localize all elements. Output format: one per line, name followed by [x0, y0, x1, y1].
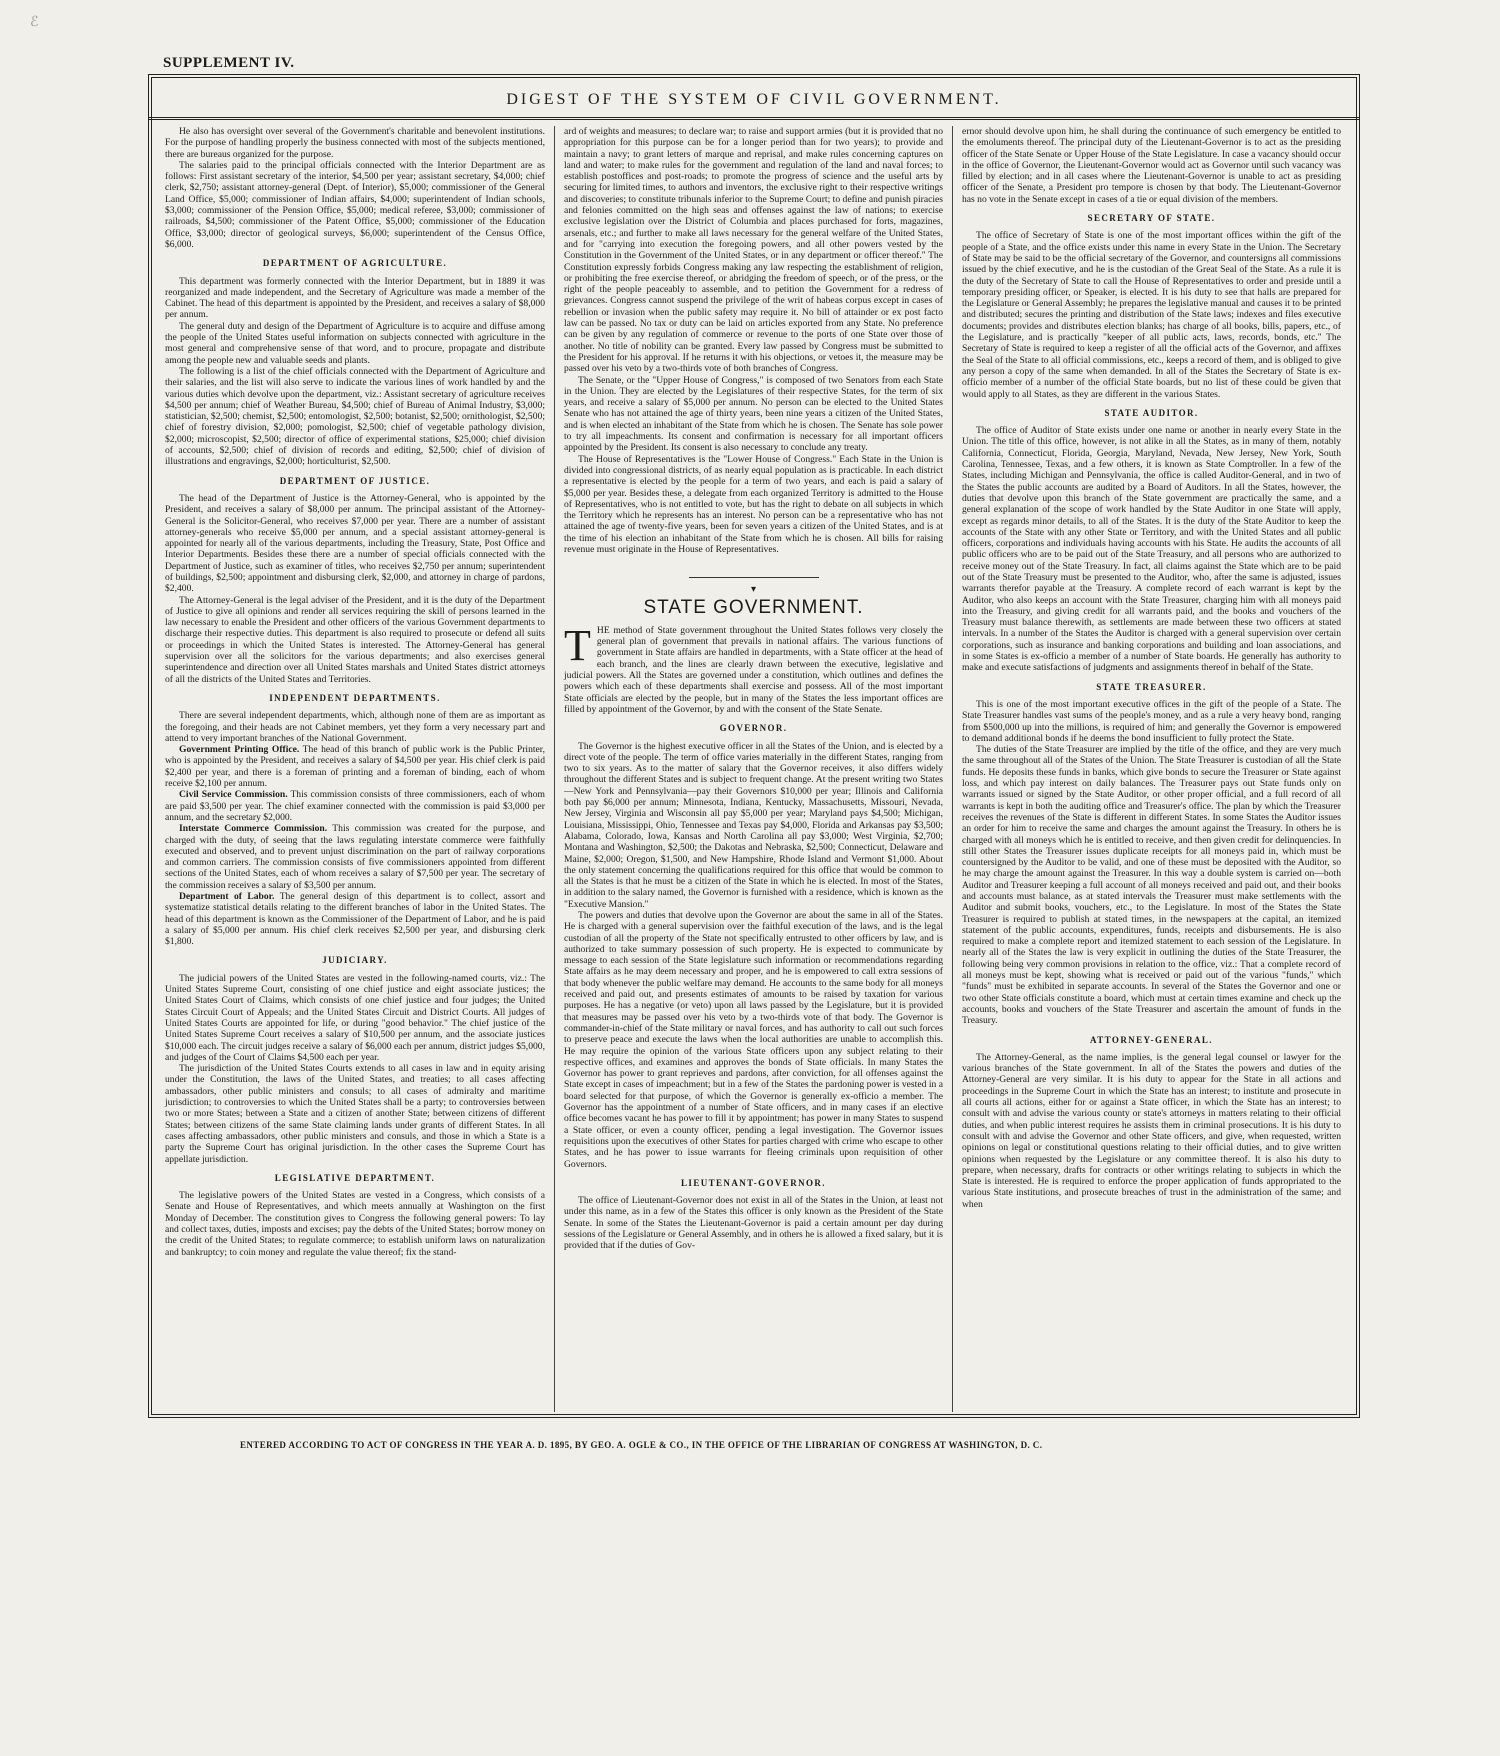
copyright-footer: ENTERED ACCORDING TO ACT OF CONGRESS IN THE YEAR A. D. 1895, BY GEO. A. OGLE & CO., IN THE OFFICE OF THE LIBRARIAN OF CONGRESS AT WASHINGTON, D. C. [240, 1440, 1043, 1450]
paragraph: The duties of the State Treasurer are implied by the title of the office, and they are very much the same throughout all of the States of the Union. The State Treasurer is custodian of all the State funds. He deposits these funds in banks, which give bonds to secure the Treasurer or State against loss, and which pay interest on daily balances. The Treasurer pays out State funds only on warrants issued or signed by the State Auditor, or other proper official, and a full record of all warrants is kept in both the auditing office and Treasurer's office. The plan by which the Treasurer receives the revenues of the State is different in different States. In some States the Auditor issues an order for him to receive the same and charges the amount against the Treasury. In others he is charged with all moneys which he is entitled to receive, and then given credit for delinquencies. In still other States the Treasurer issues duplicate receipts for all moneys paid in, which must be countersigned by the Auditor to be valid, and one of these must be deposited with the Auditor, so he may charge the amount against the Treasurer. In this way a double system is carried on—both Auditor and Treasurer keeping a full account of all moneys received and paid out, and their books and accounts must balance, as at stated intervals the Treasurer must make settlements with the Auditor and submit books, vouchers, etc., to the Legislature. In most of the States the State Treasurer is required to publish at stated times, in the newspapers at the capital, an itemized statement of the public accounts, expenditures, funds, receipts and disbursements. He is also required to make a complete report and itemized statement to each session of the Legislature. In nearly all of the States the law is very explicit in outlining the duties of the State Treasurer, the following being very common provisions in relation to the office, viz.: That a complete record of all moneys must be kept, showing what is received or paid out of the various "funds," which "funds" must be exhibited in separate accounts. In several of the States the Governor and one or two other State officials constitute a board, which must at certain times examine and check up the accounts, books and vouchers of the State Treasurer and ascertain the amount of funds in the Treasury. [962, 744, 1341, 1027]
section-heading: JUDICIARY. [322, 955, 388, 966]
paragraph: This is one of the most important executive offices in the gift of the people of a State. The State Treasurer handles vast sums of the people's money, and as a rule a very heavy bond, ranging from $500,000 up into the millions, is required of him; and generally the Governor is empowered to demand additional bonds if he deems the bond insufficient to fully protect the State. [962, 698, 1341, 744]
drop-cap: T [564, 620, 591, 670]
column-1 [156, 126, 554, 1412]
run-in-heading: Department of Labor. [179, 891, 275, 902]
paragraph: The office of Auditor of State exists under one name or another in nearly every State in the Union. The title of this office, however, is not alike in all the States, as in many of them, notably California, Connecticut, Florida, Georgia, Maryland, Nevada, New Jersey, New York, South Carolina, Tennessee, Texas, and a few others, it is known as State Comptroller. In a few of the States, including Michigan and Pennsylvania, the office is called Auditor-General, and in two of the States the public accounts are audited by a Board of Auditors. In all the States, however, the duties that devolve upon this branch of the State government are practically the same, and a general explanation of the scope of work handled by the State Auditor in one State will apply, except as regards minor details, to all of the States. It is the duty of the State Auditor to keep the accounts of the State with any other State or Territory, and with the United States and all public officers, corporations and individuals having accounts with his State. He audits the accounts of all public officers who are to be paid out of the State Treasury, and all persons who are authorized to receive money out of the State Treasury. In fact, all claims against the State which are to be paid out of the State Treasury must be presented to the Auditor, who, after the same is adjusted, issues warrants therefor payable at the Treasury. A complete record of each warrant is kept by the Auditor, who also keeps an account with the State Treasurer, charging him with all moneys paid into the Treasury, and giving credit for all warrants paid, and the books and vouchers of the Treasury must balance therewith, as settlements are made between these two officers at stated intervals. In a number of the States the Auditor is charged with a general supervision over certain corporations, such as insurance and banking corporations and building and loan associations, and in some States is ex-officio a member of a number of State boards. He generally has authority to make and execute satisfactions of judgments and assignments thereof in behalf of the State. [962, 425, 1341, 674]
section-heading: DEPARTMENT OF JUSTICE. [279, 475, 431, 486]
paragraph: The salaries paid to the principal officials connected with the Interior Department are as follows: First assistant secretary of the interior, $4,500 per year; assistant secretary, $4,000; chief clerk, $2,750; assistant attorney-general (Dept. of Interior), $5,000; commissioner of the General Land Office, $5,000; commissioner of Indian affairs, $4,000; superintendent of Indian schools, $3,000; commissioner of the Pension Office, $5,000; medical referee, $3,000; commissioner of railroads, $4,500; commissioner of the Patent Office, $5,000; commissioner of the Education Office, $3,000; director of geological surveys, $6,000; superintendent of the Census Office, $6,000. [165, 159, 545, 250]
paragraph: ernor should devolve upon him, he shall during the continuance of such emergency be entitled to the emoluments thereof. The principal duty of the Lieutenant-Governor is to act as the presiding officer of the State Senate or Upper House of the State Legislature. In case a vacancy should occur in the office of Governor, the Lieutenant-Governor would act as Governor until such vacancy was filled by election; and in all cases where the Lieutenant-Governor is unable to act as presiding officer of the Senate, a President pro tempore is chosen by that body. The Lieutenant-Governor has no vote in the Senate except in cases of a tie or equal division of the members. [962, 126, 1341, 205]
corner-mark: ℰ [30, 15, 39, 30]
paragraph [165, 823, 545, 891]
column-3 [952, 126, 1350, 1412]
section-heading: STATE TREASURER. [1096, 681, 1207, 692]
paragraph: ard of weights and measures; to declare war; to raise and support armies (but it is provided that no appropriation for this purpose can be for a longer period than for two years); to provide and maintain a navy; to grant letters of marque and reprisal, and make rules concerning captures on land and water; to make rules for the government and regulation of the land and naval forces; to establish postoffices and post-roads; to promote the progress of science and the useful arts by securing for limited times, to authors and inventors, the exclusive right to their respective writings and discoveries; to constitute tribunals inferior to the Supreme Court; to define and punish piracies and felonies committed on the high seas and offenses against the law of nations; to exercise exclusive legislation over the District of Columbia and places purchased for forts, magazines, arsenals, etc.; and further to make all laws necessary for the general welfare of the United States, and for "carrying into execution the foregoing powers, and all other powers vested by the Constitution in the Government of the United States, or in any department or officer thereof." The Constitution expressly forbids Congress making any law respecting the establishment of religion, or prohibiting the free exercise thereof, or abridging the freedom of speech, or of the press, or the right of the people peaceably to assemble, and to petition the Government for a redress of grievances. Congress cannot suspend the privilege of the writ of habeas corpus except in cases of rebellion or invasion when the public safety may require it. No bill of attainder or ex post facto law can be passed. No tax or duty can be laid on articles exported from any State. No preference can be given by any regulation of commerce or revenue to the ports of one State over those of another. No title of nobility can be granted. Every law passed by Congress must be submitted to the President for his approval. If he returns it with his objections, or vetoes it, the measure may be passed over his veto by a two-thirds vote of both branches of Congress. [564, 126, 943, 375]
paragraph: The House of Representatives is the "Lower House of Congress." Each State in the Union is divided into congressional districts, of as nearly equal population as is practicable. In each district a representative is elected by the people for a term of two years, and each is paid a salary of $5,000 per year. Besides these, a delegate from each organized Territory is admitted to the House of Representatives, who is not entitled to vote, but has the right to debate on all subjects in which the Territory which he represents has an interest. No person can be a representative who has not attained the age of twenty-five years, been for seven years a citizen of the United States, and is at the time of his election an inhabitant of the State from which he is chosen. All bills for raising revenue must originate in the House of Representatives. [564, 453, 943, 555]
paragraph: This department was formerly connected with the Interior Department, but in 1889 it was reorganized and made independent, and the Secretary of Agriculture was made a member of the Cabinet. The head of this department is appointed by the President, and receives a salary of $8,000 per annum. [165, 275, 545, 321]
paragraph: The general duty and design of the Department of Agriculture is to acquire and diffuse among the people of the United States useful information on subjects connected with agriculture in the most general and comprehensive sense of that word, and to procure, propagate and distribute among the people new and valuable seeds and plants. [165, 320, 545, 366]
section-heading: LEGISLATIVE DEPARTMENT. [274, 1172, 436, 1183]
paragraph-text: The general design of this department is to collect, assort and systematize statistical details relating to the different branches of labor in the United States. The head of this department is known as the Commissioner of the Department of Labor, and he is paid a salary of $5,000 per annum. His chief clerk receives $2,500 per year, and disbursing clerk $1,800. [165, 891, 546, 948]
supplement-label: SUPPLEMENT IV. [163, 55, 295, 71]
paragraph [165, 744, 545, 789]
paragraph: The head of the Department of Justice is the Attorney-General, who is appointed by the President, and receives a salary of $8,000 per annum. The principal assistant of the Attorney-General is the Solicitor-General, who receives $7,000 per year. There are a number of assistant attorney-generals who receive $5,000 per annum, and a special assistant attorney-general is appointed for nearly all of the various departments, including the Treasury, State, Post Office and Interior Departments. Besides these there are a number of special officials connected with the Department of Justice, such as examiner of titles, who receives $2,750 per annum; superintendent of buildings, $2,500; appointment and disbursing clerk, $2,000, and attorney in charge of pardons, $2,400. [165, 492, 545, 595]
run-in-heading: Interstate Commerce Commission. [179, 823, 328, 835]
section-heading: ATTORNEY-GENERAL. [1090, 1034, 1213, 1045]
section-heading: STATE AUDITOR. [1104, 407, 1199, 418]
paragraph [165, 891, 545, 947]
paragraph: The office of Secretary of State is one of the most important offices within the gift of the people of a State, and the office exists under this name in every State in the Union. The Secretary of State may be said to be the official secretary of the Governor, and countersigns all commissions issued by the chief executive, and he is the custodian of the Great Seal of the State. As a rule it is the duty of the Secretary of State to call the House of Representatives to order and preside until a temporary presiding officer, or Speaker, is elected. It is his duty to see that halls are prepared for the Legislature or General Assembly; he prepares the legislative manual and causes it to be printed and distributed; secures the printing and distribution of the State laws; indexes and files executive documents; provides and distributes election blanks; has charge of all books, bills, papers, etc., of the Legislature, and is practically "keeper of all public acts, laws, records, bonds, etc." The Secretary of State is required to keep a register of all the official acts of the Governor, and affixes the Seal of the State to all official commissions, etc., keeps a record of them, and is obliged to give any person a copy of the same when demanded. In all of the States the Secretary of State is ex-officio member of a number of the official State boards, but no list of these could be given that would apply to all States, as they are different in the various States. [962, 230, 1341, 400]
paragraph: The Senate, or the "Upper House of Congress," is composed of two Senators from each State in the Union. They are elected by the Legislatures of their respective States, for the term of six years, and receive a salary of $5,000 per annum. No person can be elected to the United States Senate who has not attained the age of thirty years, been nine years a citizen of the United States, and is when elected an inhabitant of the State from which he is chosen. The Senate has sole power to try all impeachments. Its consent and confirmation is necessary for all important officers appointed by the President. Its consent is also necessary to conclude any treaty. [564, 374, 943, 454]
page-title: DIGEST OF THE SYSTEM OF CIVIL GOVERNMENT. [506, 91, 1002, 108]
paragraph: The following is a list of the chief officials connected with the Department of Agriculture and their salaries, and the list will also serve to indicate the various lines of work handled by and the various duties which devolve upon the department, viz.: Assistant secretary of agriculture receives $4,500 per annum; chief of Weather Bureau, $4,500; chief of Bureau of Animal Industry, $3,000; statistician, $2,500; chemist, $2,500; entomologist, $2,500; botanist, $2,500; ornithologist, $2,500; chief of forestry division, $2,000; pomologist, $2,500; chief of vegetable pathology division, $2,000; microscopist, $2,500; director of office of experimental stations, $25,000; chief division of accounts, $2,500; chief of division of records and editing, $2,500; chief of division of illustrations and engravings, $2,000; horticulturist, $2,500. [165, 365, 545, 468]
paragraph: He also has oversight over several of the Government's charitable and benevolent institutions. For the purpose of handling properly the business connected with most of the subjects mentioned, there are bureaus organized for the purpose. [165, 126, 545, 160]
paragraph: The jurisdiction of the United States Courts extends to all cases in law and in equity arising under the Constitution, the laws of the United States, and treaties; to all cases affecting ambassadors, other public ministers and consuls; to all cases of admiralty and maritime jurisdiction; to controversies to which the United States shall be a party; to controversies between two or more States; between a State and a citizen of another State; between citizens of different States; between citizens of the same State claiming lands under grants of different States. In all cases affecting ambassadors, other public ministers and consuls, and those in which a State is a party the Supreme Court has original jurisdiction. In the other cases the Supreme Court has appellate jurisdiction. [165, 1063, 545, 1165]
run-in-heading: Government Printing Office. [179, 744, 300, 756]
section-title-state-government: STATE GOVERNMENT. [643, 596, 864, 618]
paragraph: The Attorney-General, as the name implies, is the general legal counsel or lawyer for the various branches of the State government. In all of the States the powers and duties of the Attorney-General are very similar. It is his duty to appear for the State in all actions and proceedings in the Supreme Court in which the State has an interest; to institute and prosecute in all courts all actions, either for or against a State officer, in which the State has an interest; to consult with and advise the various county or state's attorneys in matters relating to their official duties, and when public interest requires he assists them in criminal prosecutions. It is his duty to consult with and advise the Governor and other State officers, and give, when requested, written opinions on legal or constitutional questions relating to their official duties, and to give written opinions when requested by the Legislature or any committee thereof. It is also his duty to prepare, when necessary, drafts for contracts or other writings relating to subjects in which the State is interested. He is required to enforce the proper application of funds appropriated to the various State institutions, and prosecute breaches of trust in the administration of the same; and when [962, 1051, 1341, 1210]
paragraph: The Governor is the highest executive officer in all the States of the Union, and is elected by a direct vote of the people. The term of office varies materially in the different States, ranging from two to six years. As to the matter of salary that the Governor receives, it also differs widely throughout the different States and is subject to frequent change. At the present writing two States—New York and Pennsylvania—pay their Governors $10,000 per year; Illinois and California both pay $6,000 per annum; Minnesota, Indiana, Kentucky, Massachusetts, Missouri, Nevada, New Jersey, Virginia and Wisconsin all pay $5,000 per year; Maryland pays $4,500; Michigan, Louisiana, Mississippi, Ohio, Tennessee and Texas pay $4,000, Florida and Arkansas pay $3,500; Alabama, Colorado, Iowa, Kansas and North Carolina all pay $3,000; West Virginia, $2,700; Montana and Washington, $2,500; the Dakotas and Nebraska, $2,500; Connecticut, Delaware and Maine, $2,000; Oregon, $1,500, and New Hampshire, Rhode Island and Vermont $1,000. About the only statement concerning the qualifications required for this office that would be common to all the States is that he must be a citizen of the State in which he is elected. In most of the States, in addition to the salary named, the Governor is furnished with a residence, which is known as the "Executive Mansion." [564, 740, 943, 910]
column-2 [554, 126, 952, 1412]
text-columns [156, 126, 1352, 1412]
paragraph [564, 620, 943, 715]
section-heading: GOVERNOR. [719, 723, 788, 734]
paragraph: The Attorney-General is the legal adviser of the President, and it is the duty of the Department of Justice to give all opinions and render all services requiring the skill of persons learned in the law necessary to enable the President and other officers of the various Government departments to discharge their respective duties. This department is also required to prosecute or defend all suits or proceedings in which the United States is interested. The Attorney-General has general supervision over all the solicitors for the various departments; and also exercises general superintendence and direction over all United States marshals and United States district attorneys of all the districts of the United States and Territories. [165, 594, 545, 685]
paragraph: The powers and duties that devolve upon the Governor are about the same in all of the States. He is charged with a general supervision over the faithful execution of the laws, and is the legal custodian of all the property of the State not specifically entrusted to other officers by law, and is authorized to take summary possession of such property. He is expected to communicate by message to each session of the State legislature such information or recommendations regarding State affairs as he may deem necessary and proper, and he is empowered to call extra sessions of that body whenever the public welfare may demand. He accounts to the same body for all moneys received and paid out, and presents estimates of amounts to be raised by taxation for various purposes. He has a negative (or veto) upon all laws passed by the Legislature, but it is provided that measures may be passed over his veto by a two-thirds vote of that body. The Governor is commander-in-chief of the State military or naval forces, and has authority to call out such forces to preserve peace and execute the laws when the local authorities are unable to accomplish this. He may require the opinion of the various State officers upon any subject relating to their respective offices, and examines and approves the bonds of State officials. In many States the Governor has power to grant reprieves and pardons, after conviction, for all offenses against the State except in cases of impeachment; but in a few of the States the pardoning power is vested in a board selected for that purpose, of which the Governor is generally ex-officio a member. The Governor has the appointment of a number of State officers, and in many cases if an elective office becomes vacant he has power to fill it by appointment; has power in many States to suspend a State officer, or even a county officer, pending a legal investigation. The Governor issues requisitions upon the executives of other States for parties charged with crime who escape to other States, and he has power to issue warrants for fleeing criminals upon requisition of other Governors. [564, 910, 943, 1170]
divider [689, 577, 819, 578]
paragraph: The office of Lieutenant-Governor does not exist in all of the States in the Union, at least not under this name, as in a few of the States this officer is only known as the President of the State Senate. In some of the States the Lieutenant-Governor is paid a certain amount per day during sessions of the Legislature or General Assembly, and in others he is allowed a fixed salary, but it is provided that if the duties of Gov- [564, 1195, 943, 1252]
section-heading: LIEUTENANT-GOVERNOR. [681, 1177, 826, 1188]
ornament-icon: ▾ [750, 584, 757, 596]
paragraph [165, 789, 545, 823]
paragraph-text: This commission consists of three commissioners, each of whom are paid $3,500 per year. The chief examiner connected with the commission is paid $3,000 per annum, and the secretary $2,000. [165, 789, 545, 823]
section-heading: SECRETARY OF STATE. [1087, 213, 1216, 224]
paragraph: There are several independent departments, which, although none of them are as important as the foregoing, and their heads are not Cabinet members, yet they form a very necessary part and attend to very important branches of the National Government. [165, 710, 545, 744]
paragraph: The judicial powers of the United States are vested in the following-named courts, viz.: The United States Supreme Court, consisting of one chief justice and eight associate justices; the United States Court of Claims, which consists of one chief justice and four judges; the United States Circuit Court of Appeals; and the United States Circuit and District Courts. All judges of United States Courts are appointed for life, or during "good behavior." The chief justice of the United States Supreme Court receives a salary of $10,500 per annum, and the associate justices $10,000 each. The circuit judges receive a salary of $6,000 each per annum, district judges $5,000, and judges of the Court of Claims $4,500 each per year. [165, 972, 545, 1063]
paragraph-text: HE method of State government throughout the United States follows very closely the general plan of government that prevails in national affairs. The various functions of government in State affairs are handled in departments, with a State officer at the head of each branch, and the lines are clearly drawn between the executive, legislative and judicial powers. All the States are governed under a constitution, which outlines and defines the powers which each of these departments shall exercise and possess. All of the most important State officials are elected by the people, but in many of the States the less important offices are filled by appointment of the Governor, by and with the consent of the State Senate. [564, 624, 943, 715]
section-heading: DEPARTMENT OF AGRICULTURE. [262, 258, 448, 269]
page-header [148, 82, 1360, 120]
section-heading: INDEPENDENT DEPARTMENTS. [269, 692, 441, 703]
paragraph-text: The head of this branch of public work is the Public Printer, who is appointed by the President, and receives a salary of $4,500 per year. His chief clerk is paid $2,400 per year, and there is a foreman of printing and a foreman of binding, each of whom receive $2,100 per annum. [165, 744, 545, 790]
paragraph: The legislative powers of the United States are vested in a Congress, which consists of a Senate and House of Representatives, and which meets annually at Washington on the first Monday of December. The constitution gives to Congress the following general powers: To lay and collect taxes, duties, imposts and excises; pay the debts of the United States; borrow money on the credit of the United States; to regulate commerce; to establish uniform laws on naturalization and bankruptcy; to coin money and regulate the value thereof; fix the stand- [165, 1190, 545, 1258]
paragraph-text: This commission was created for the purpose, and charged with the duty, of seeing that the laws regulating interstate commerce were faithfully executed and observed, and to prevent unjust discrimination on the part of railway corporations and common carriers. The commission consists of five commissioners appointed from different sections of the United States, each of whom receives a salary of $7,500 per year. The secretary of the commission receives a salary of $3,500 per annum. [165, 823, 545, 891]
run-in-heading: Civil Service Commission. [179, 789, 288, 801]
